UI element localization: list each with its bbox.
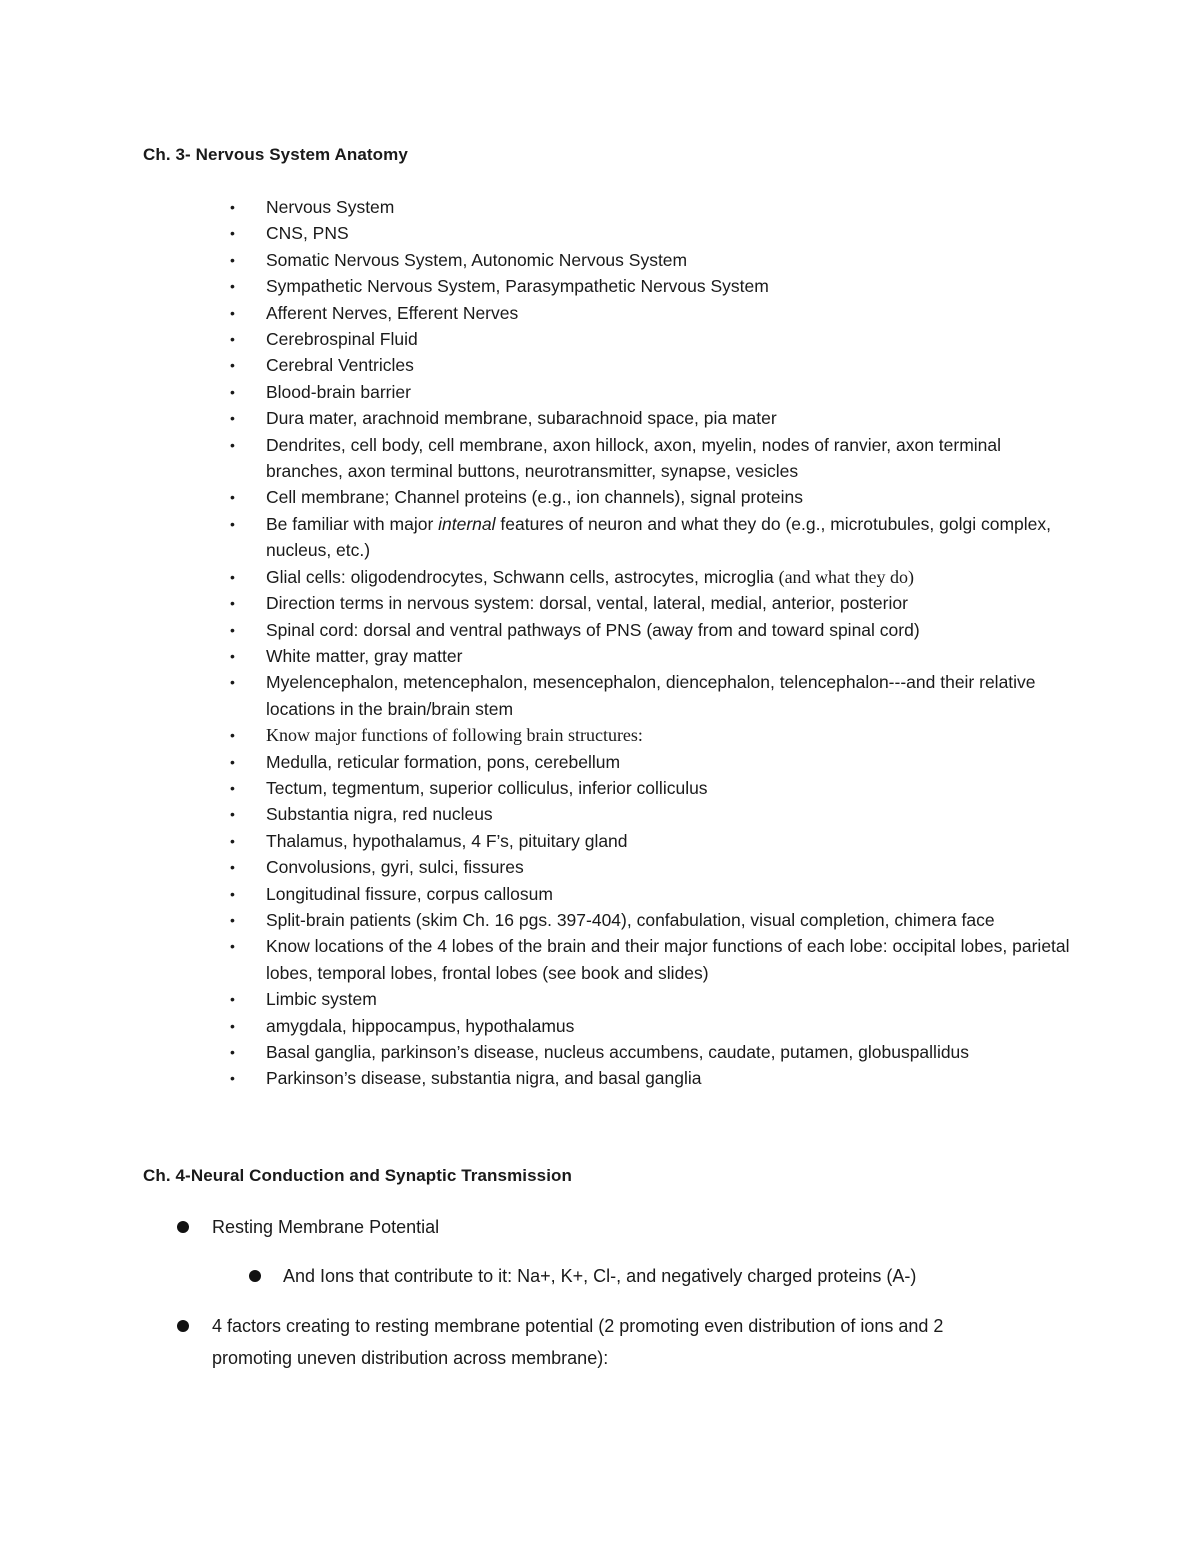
bullet-icon: • xyxy=(230,911,235,928)
list-item xyxy=(230,617,1070,643)
factors-item-line1: 4 factors creating to resting membrane potential (2 promoting even distribution of ions and 2 xyxy=(212,1316,944,1336)
bullet-icon: • xyxy=(230,515,235,532)
list-item xyxy=(230,669,1070,722)
list-item xyxy=(230,933,1070,986)
list-item xyxy=(230,1039,1070,1065)
list-item xyxy=(230,326,1070,352)
list-item-text: Medulla, reticular formation, pons, cerebellum xyxy=(266,751,621,772)
bullet-icon: • xyxy=(230,410,235,427)
bullet-icon: • xyxy=(230,357,235,374)
list-item xyxy=(230,379,1070,405)
list-item-text: Split-brain patients (skim Ch. 16 pgs. 397-404), confabulation, visual completion, chimera face xyxy=(266,909,995,930)
list-item xyxy=(230,907,1070,933)
list-item xyxy=(230,564,1070,590)
bullet-icon: • xyxy=(230,383,235,400)
list-item xyxy=(230,432,1070,485)
bullet-icon: • xyxy=(230,753,235,770)
list-item-text: Somatic Nervous System, Autonomic Nervous System xyxy=(266,249,688,270)
bullet-dot-icon xyxy=(177,1320,189,1332)
bullet-icon: • xyxy=(230,489,235,506)
list-item-text: Direction terms in nervous system: dorsal, vental, lateral, medial, anterior, posterior xyxy=(266,593,908,614)
ions-item: And Ions that contribute to it: Na+, K+, Cl-, and negatively charged proteins (A-) xyxy=(283,1266,917,1286)
list-item-text: CNS, PNS xyxy=(266,223,349,244)
bullet-icon: • xyxy=(230,251,235,268)
list-item-text: Limbic system xyxy=(266,989,377,1010)
list-item-text: Spinal cord: dorsal and ventral pathways of PNS (away from and toward spinal cord) xyxy=(266,619,920,640)
list-item xyxy=(230,484,1070,510)
list-item xyxy=(230,881,1070,907)
bullet-icon: • xyxy=(230,595,235,612)
bullet-icon: • xyxy=(230,1044,235,1060)
list-item-text: Dendrites, cell body, cell membrane, axon hillock, axon, myelin, nodes of ranvier, axon terminal branches, axon terminal buttons, neurotransmitter, synapse, vesicles xyxy=(266,434,1002,482)
list-item-text: Thalamus, hypothalamus, 4 F’s, pituitary gland xyxy=(266,830,628,851)
bullet-dot-icon xyxy=(249,1270,261,1282)
list-item-text: Convolusions, gyri, sulci, fissures xyxy=(266,857,524,878)
list-item xyxy=(230,775,1070,801)
bullet-icon: • xyxy=(230,885,235,902)
list-item-text: amygdala, hippocampus, hypothalamus xyxy=(266,1015,575,1036)
list-item-text: Longitudinal fissure, corpus callosum xyxy=(266,883,553,904)
list-item-text: White matter, gray matter xyxy=(266,645,463,666)
list-item xyxy=(230,273,1070,299)
list-item xyxy=(230,1013,1070,1039)
ch4-heading: Ch. 4-Neural Conduction and Synaptic Transmission xyxy=(143,1166,573,1185)
list-item-text: Substantia nigra, red nucleus xyxy=(266,804,493,825)
bullet-icon: • xyxy=(230,1017,235,1034)
list-item-text: Know locations of the 4 lobes of the brain and their major functions of each lobe: occipital lobes, parietal lobes, temporal lobes, frontal lobes (see book and slides) xyxy=(266,936,1070,983)
list-item xyxy=(230,247,1070,273)
list-item-text: Cerebrospinal Fluid xyxy=(266,329,418,350)
list-item xyxy=(230,749,1070,775)
list-item xyxy=(230,828,1070,854)
bullet-icon: • xyxy=(230,832,235,849)
list-item xyxy=(230,643,1070,669)
list-item xyxy=(230,511,1070,564)
list-item xyxy=(230,1065,1070,1091)
ch3-bullet-list xyxy=(230,194,1070,1092)
list-item xyxy=(230,722,1070,748)
list-item-text: Parkinson’s disease, substantia nigra, and basal ganglia xyxy=(266,1068,702,1089)
list-item-text: Be familiar with major xyxy=(266,513,439,534)
bullet-icon: • xyxy=(230,331,235,348)
list-item-text: (and what they do) xyxy=(778,566,915,587)
list-item xyxy=(230,300,1070,326)
list-item-text: Dura mater, arachnoid membrane, subarachnoid space, pia mater xyxy=(266,408,777,429)
bullet-icon: • xyxy=(230,621,235,638)
bullet-icon: • xyxy=(230,779,235,796)
list-item-text: Afferent Nerves, Efferent Nerves xyxy=(266,302,519,323)
list-item-text: Cell membrane; Channel proteins (e.g., ion channels), signal proteins xyxy=(266,487,803,508)
bullet-icon: • xyxy=(230,859,235,876)
list-item-text: Blood-brain barrier xyxy=(266,381,411,402)
list-item xyxy=(230,801,1070,827)
bullet-icon: • xyxy=(230,436,235,453)
list-item-text: Sympathetic Nervous System, Parasympathetic Nervous System xyxy=(266,276,769,297)
ch3-heading: Ch. 3- Nervous System Anatomy xyxy=(143,145,408,164)
bullet-icon: • xyxy=(230,199,235,215)
rmp-item: Resting Membrane Potential xyxy=(212,1217,440,1237)
list-item xyxy=(230,352,1070,378)
bullet-icon: • xyxy=(230,727,235,744)
list-item-text: Tectum, tegmentum, superior colliculus, inferior colliculus xyxy=(266,777,708,798)
factors-item-line2: promoting uneven distribution across membrane): xyxy=(212,1348,609,1368)
list-item-text: features of neuron and what they do (e.g., microtubules, golgi complex, nucleus, etc.) xyxy=(266,513,1052,561)
bullet-icon: • xyxy=(230,806,235,823)
list-item xyxy=(230,986,1070,1012)
list-item-text: internal xyxy=(438,513,496,534)
list-item-text: Basal ganglia, parkinson’s disease, nucleus accumbens, caudate, putamen, globuspallidus xyxy=(266,1042,970,1062)
list-item xyxy=(230,854,1070,880)
bullet-icon: • xyxy=(230,1070,235,1087)
list-item xyxy=(230,194,1070,220)
bullet-dot-icon xyxy=(177,1221,189,1233)
list-item-text: Nervous System xyxy=(266,197,395,217)
list-item xyxy=(230,405,1070,431)
bullet-icon: • xyxy=(230,674,235,691)
bullet-icon: • xyxy=(230,991,235,1008)
bullet-icon: • xyxy=(230,647,235,664)
list-item-text: Myelencephalon, metencephalon, mesencephalon, diencephalon, telencephalon---and their relative locations in the brain/brain stem xyxy=(266,672,1036,719)
bullet-icon: • xyxy=(230,304,235,321)
bullet-icon: • xyxy=(230,568,235,585)
bullet-icon: • xyxy=(230,225,235,242)
bullet-icon: • xyxy=(230,938,235,955)
bullet-icon: • xyxy=(230,278,235,295)
list-item xyxy=(230,220,1070,246)
list-item-text: Cerebral Ventricles xyxy=(266,355,414,376)
list-item xyxy=(230,590,1070,616)
list-item-text: Know major functions of following brain structures: xyxy=(266,725,643,746)
list-item-text: Glial cells: oligodendrocytes, Schwann cells, astrocytes, microglia xyxy=(266,566,779,587)
